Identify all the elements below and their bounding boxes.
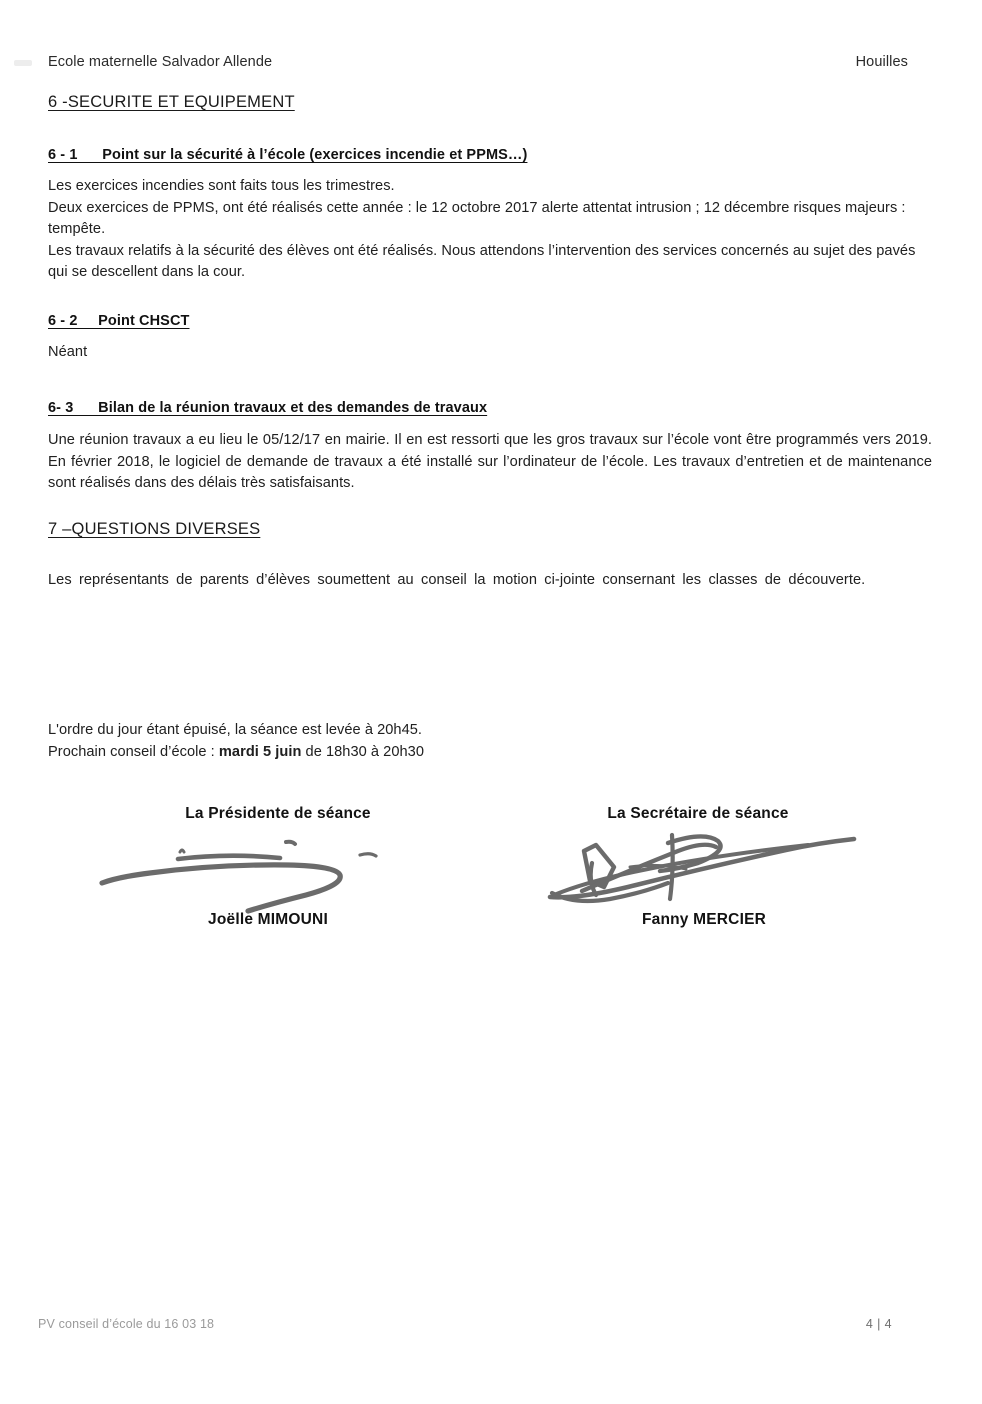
next-meeting-date: mardi 5 juin [218, 743, 302, 760]
signature-block-secretary [518, 805, 878, 929]
signature-block-president [98, 805, 458, 929]
section-7-heading: 7 –QUESTIONS DIVERSES [48, 520, 261, 538]
closing-line-next-meeting [48, 742, 424, 764]
section-6-2-body: Néant [48, 344, 88, 360]
closing-block [48, 720, 424, 763]
president-signature-canvas [98, 825, 458, 911]
section-6-3-heading: 6- 3 Bilan de la réunion travaux et des demandes de travaux [48, 400, 488, 416]
secretary-signature-ink [518, 825, 878, 911]
section-6-1-line-1: Les exercices incendies sont faits tous les trimestres. [48, 178, 395, 194]
signature-area [48, 805, 932, 965]
section-6-heading: 6 -SECURITE ET EQUIPEMENT [48, 93, 295, 111]
section-6-1-line-2: Deux exercices de PPMS, ont été réalisés cette année : le 12 octobre 2017 alerte attentat intrusion ; 12 décembre risques majeurs : tempête. [48, 199, 906, 237]
school-name: Ecole maternelle Salvador Allende [48, 54, 273, 70]
secretary-signature-canvas [518, 825, 878, 911]
section-6-2-heading: 6 - 2 Point CHSCT [48, 313, 190, 329]
closing-line-adjournment: L'ordre du jour étant épuisé, la séance est levée à 20h45. [48, 722, 423, 738]
section-7-body: Les représentants de parents d’élèves soumettent au conseil la motion ci-jointe consernant les classes de découverte. [48, 572, 866, 588]
section-6-3-body: Une réunion travaux a eu lieu le 05/12/17 en mairie. Il en est ressorti que les gros travaux sur l’école vont être programmés vers 2019. En février 2018, le logiciel de demande de travaux a été installé sur l’ordinateur de l’école. Les travaux d’entretien et de maintenance sont réalisés dans des délais très satisfaisants. [48, 432, 932, 491]
president-role-label: La Présidente de séance [185, 805, 371, 822]
town-name: Houilles [855, 54, 908, 70]
president-signature-ink [98, 825, 458, 911]
running-head [48, 54, 934, 70]
secretary-role-label: La Secrétaire de séance [607, 805, 789, 822]
page-footer [38, 1317, 934, 1331]
scan-artifact-speck [14, 60, 32, 66]
secretary-name: Fanny MERCIER [641, 911, 767, 928]
president-name: Joëlle MIMOUNI [208, 911, 328, 928]
document-reference: PV conseil d’école du 16 03 18 [38, 1317, 215, 1331]
section-6-1-heading: 6 - 1 Point sur la sécurité à l’école (exercices incendie et PPMS…) [48, 147, 528, 163]
page-number: 4 | 4 [865, 1317, 892, 1331]
next-meeting-prefix: Prochain conseil d’école : [48, 743, 219, 760]
section-6-1-body [48, 176, 932, 284]
next-meeting-suffix: de 18h30 à 20h30 [301, 743, 425, 760]
section-6-1-line-3: Les travaux relatifs à la sécurité des élèves ont été réalisés. Nous attendons l’intervention des services concernés au sujet des pavés qui se descellent dans la cour. [48, 242, 916, 280]
